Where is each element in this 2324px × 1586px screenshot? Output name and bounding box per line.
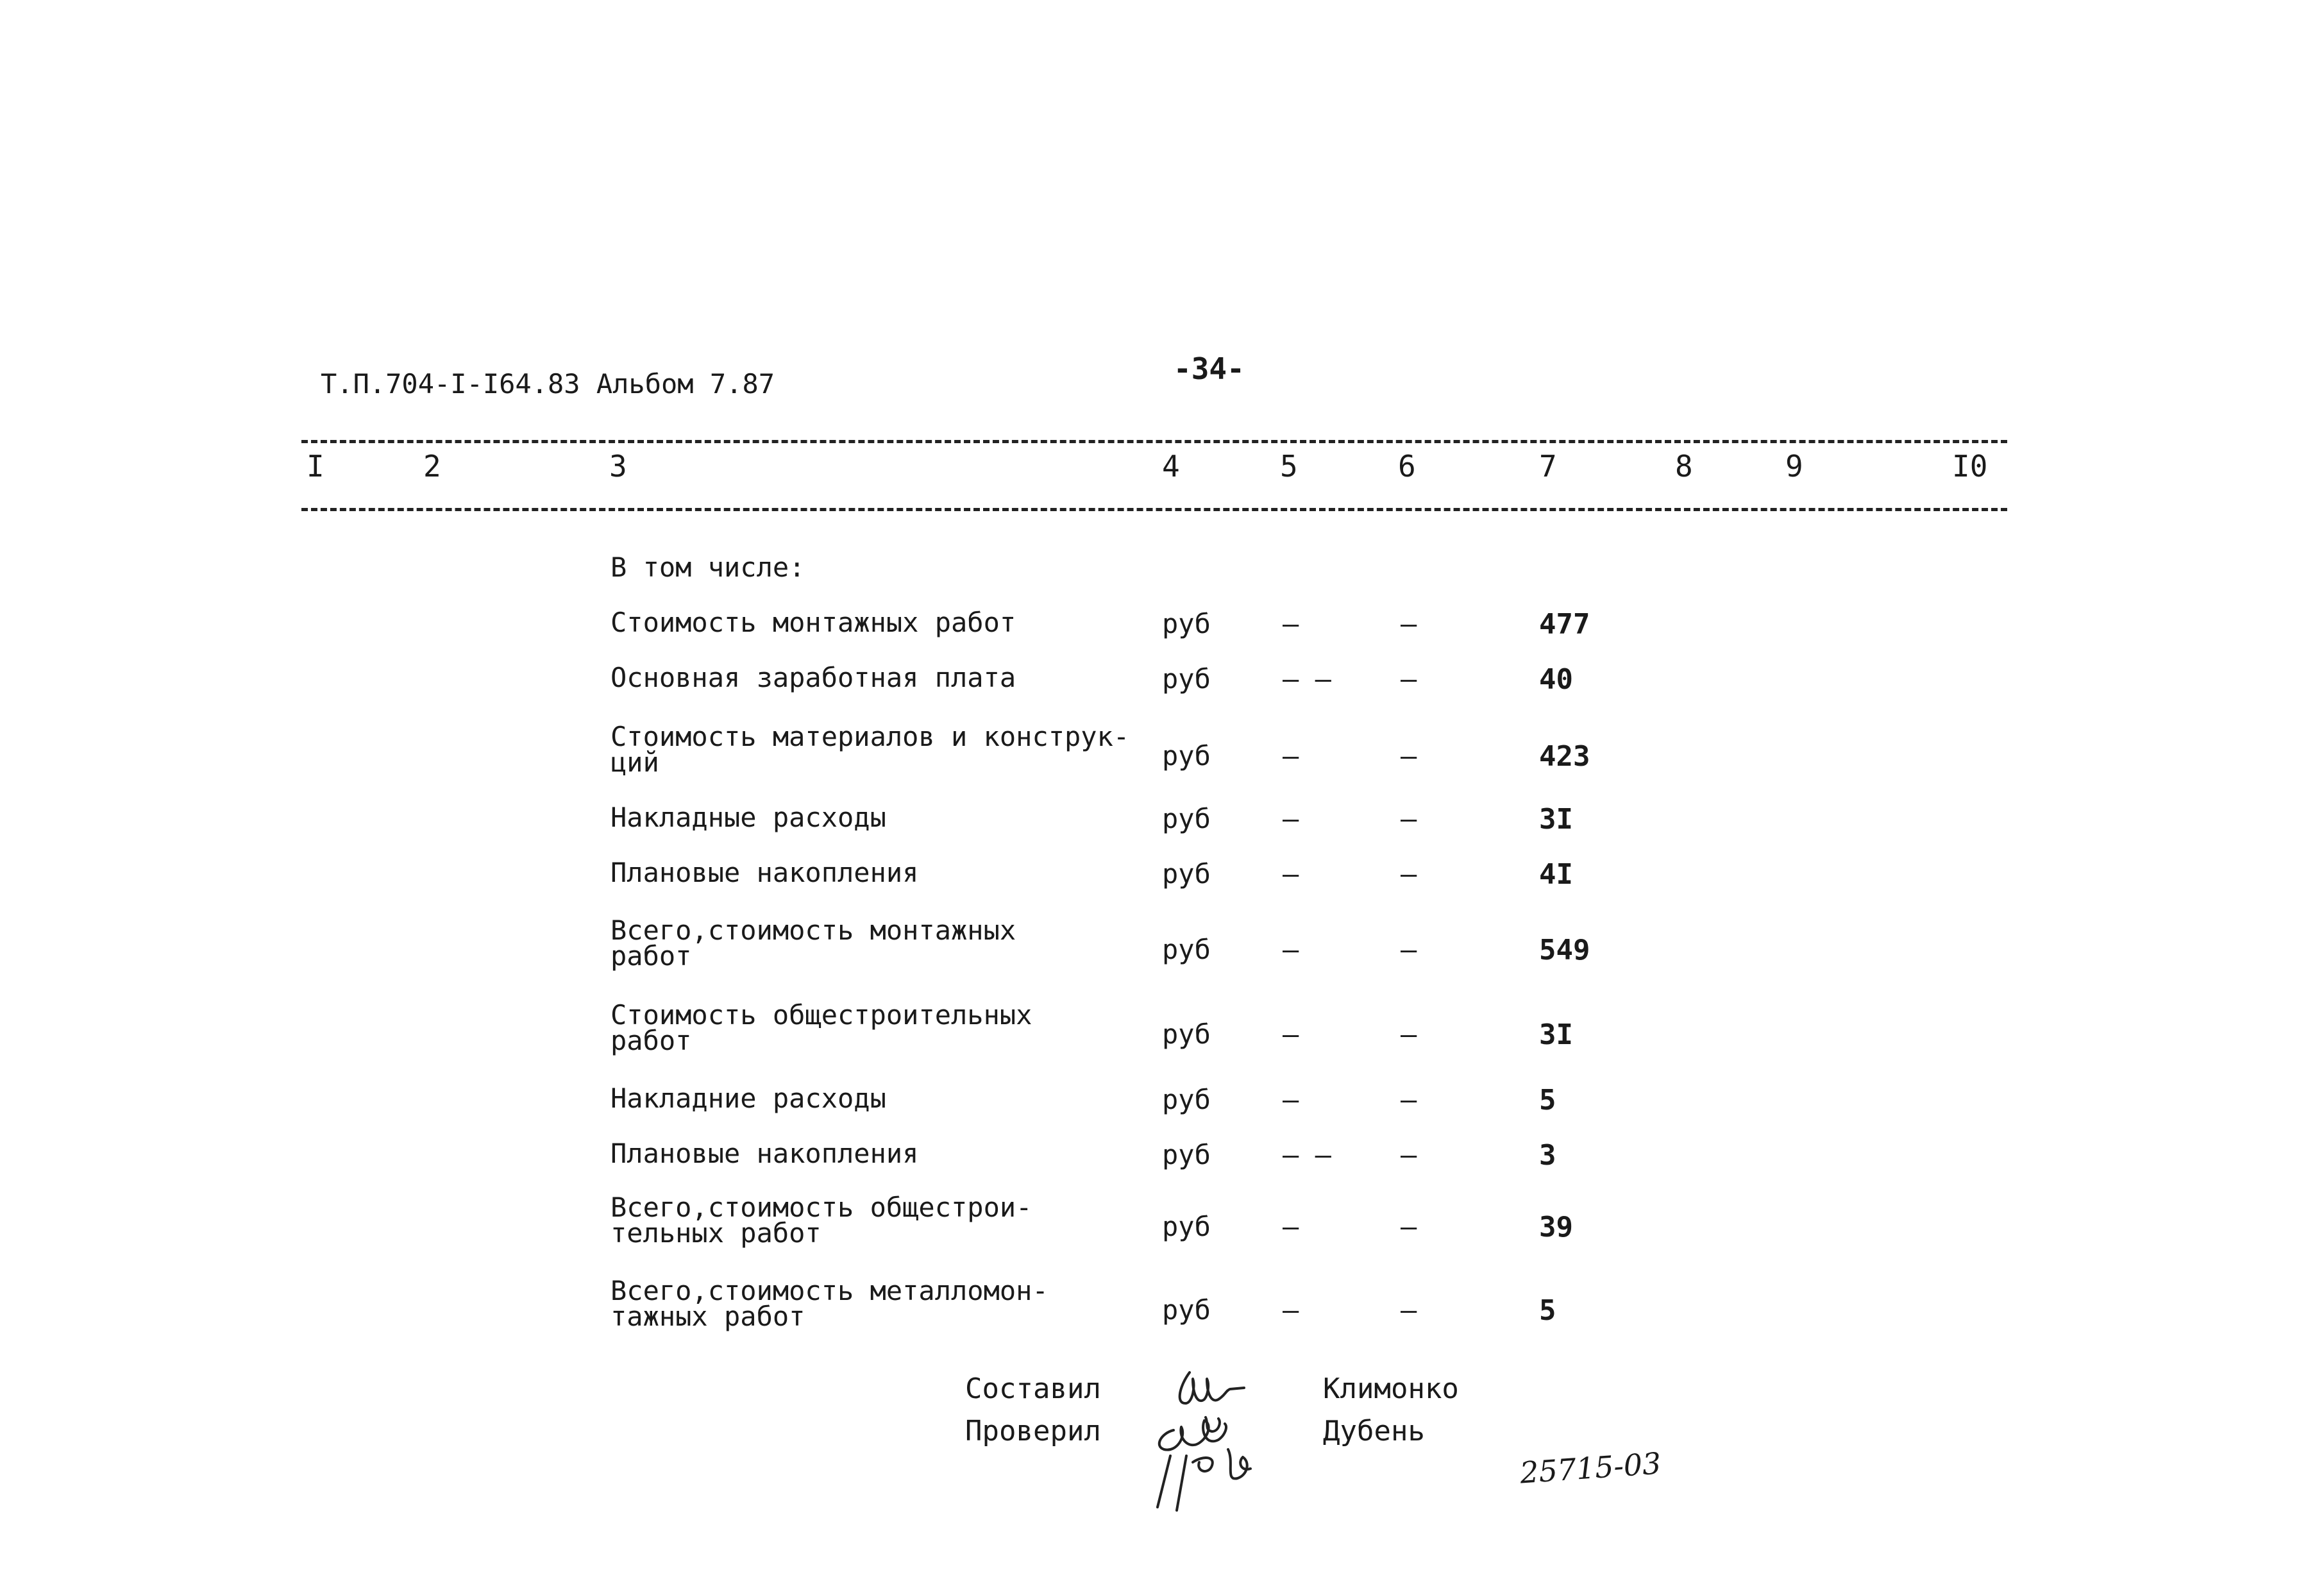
header-top-rule [301,440,2007,443]
row-name-line: Стоимость монтажных работ [610,607,1016,638]
row-value: 5 [1539,1294,1556,1327]
row-name-line: Плановые накопления [610,857,919,888]
row-col5: – [1283,1211,1299,1242]
row-name-line: тельных работ [610,1217,821,1249]
column-number: 2 [423,449,441,484]
row-name-line: тажных работ [610,1301,805,1332]
compiled-name: Климонко [1323,1372,1459,1405]
column-number: 3 [609,449,627,484]
row-unit: руб [1162,934,1211,965]
row-col6: – [1401,1139,1417,1170]
row-col6: – [1401,608,1417,639]
row-name-line: Всего,стоимость общестрои- [610,1192,1032,1223]
row-col5: – [1283,1084,1299,1115]
row-col6: – [1401,1211,1417,1242]
row-value: 39 [1539,1211,1573,1244]
row-col5: – [1283,1294,1299,1326]
row-name-line: Всего,стоимость металломон- [610,1275,1048,1306]
row-value: 5 [1539,1084,1556,1117]
column-number: I0 [1952,449,1988,484]
column-number: 4 [1162,449,1180,484]
row-name-line: Всего,стоимость монтажных [610,915,1016,946]
row-name [610,1276,1048,1331]
row-col6: – [1401,740,1417,772]
page-number: -34- [1174,351,1245,386]
row-name [610,803,886,832]
row-name-line: Накладные расходы [610,802,886,833]
row-name [610,858,918,888]
compiled-label: Составил [965,1372,1101,1405]
row-name [610,663,1016,693]
row-name [610,1193,1032,1248]
row-col5: – [1283,740,1299,772]
section-intro: В том числе: [610,552,805,583]
row-col5: – [1283,803,1299,834]
row-value: 423 [1539,740,1590,773]
row-name [610,1139,918,1168]
row-name-line: Накладние расходы [610,1083,886,1114]
row-unit: руб [1162,740,1211,772]
row-name-line: Стоимость общестроительных [610,999,1032,1031]
row-col6: – [1401,1084,1417,1115]
row-name-line: Основная заработная плата [610,662,1016,693]
row-col5: – – [1283,663,1331,695]
row-col5: – – [1283,1139,1331,1170]
row-name [610,722,1129,777]
row-unit: руб [1162,1211,1211,1242]
row-name [610,608,1016,637]
row-unit: руб [1162,1018,1211,1050]
header-bottom-rule [301,508,2007,511]
row-value: 3I [1539,1018,1573,1051]
row-value: 4I [1539,858,1573,891]
row-unit: руб [1162,608,1211,639]
row-value: 549 [1539,934,1590,966]
row-unit: руб [1162,858,1211,890]
row-unit: руб [1162,1294,1211,1326]
column-number: 5 [1280,449,1298,484]
row-col6: – [1401,663,1417,695]
row-col5: – [1283,1018,1299,1050]
row-name [610,916,1016,971]
row-unit: руб [1162,1084,1211,1115]
checked-name: Дубень [1323,1415,1425,1447]
document-reference: Т.П.704-I-I64.83 Альбом 7.87 [321,368,775,400]
row-name [610,1084,886,1113]
row-unit: руб [1162,803,1211,834]
row-name-line: работ [610,940,692,972]
column-number: 6 [1398,449,1416,484]
column-number: 9 [1785,449,1803,484]
row-value: 3I [1539,803,1573,836]
row-name-line: работ [610,1025,692,1056]
row-col6: – [1401,934,1417,965]
row-value: 40 [1539,663,1573,696]
handwritten-signatures [1129,1360,1295,1520]
row-col6: – [1401,858,1417,890]
row-unit: руб [1162,663,1211,695]
row-col5: – [1283,934,1299,965]
archive-number: 25715-03 [1519,1446,1663,1490]
row-name [610,1000,1032,1056]
row-value: 3 [1539,1139,1556,1172]
row-name-line: ций [610,747,659,778]
row-col5: – [1283,858,1299,890]
row-unit: руб [1162,1139,1211,1170]
column-number: I [307,449,324,484]
column-number: 7 [1539,449,1557,484]
row-col6: – [1401,1294,1417,1326]
checked-label: Проверил [965,1415,1101,1447]
row-col6: – [1401,1018,1417,1050]
column-number: 8 [1675,449,1693,484]
row-name-line: Стоимость материалов и конструк- [610,721,1130,752]
row-name-line: Плановые накопления [610,1138,919,1169]
row-col5: – [1283,608,1299,639]
row-col6: – [1401,803,1417,834]
row-value: 477 [1539,608,1590,641]
